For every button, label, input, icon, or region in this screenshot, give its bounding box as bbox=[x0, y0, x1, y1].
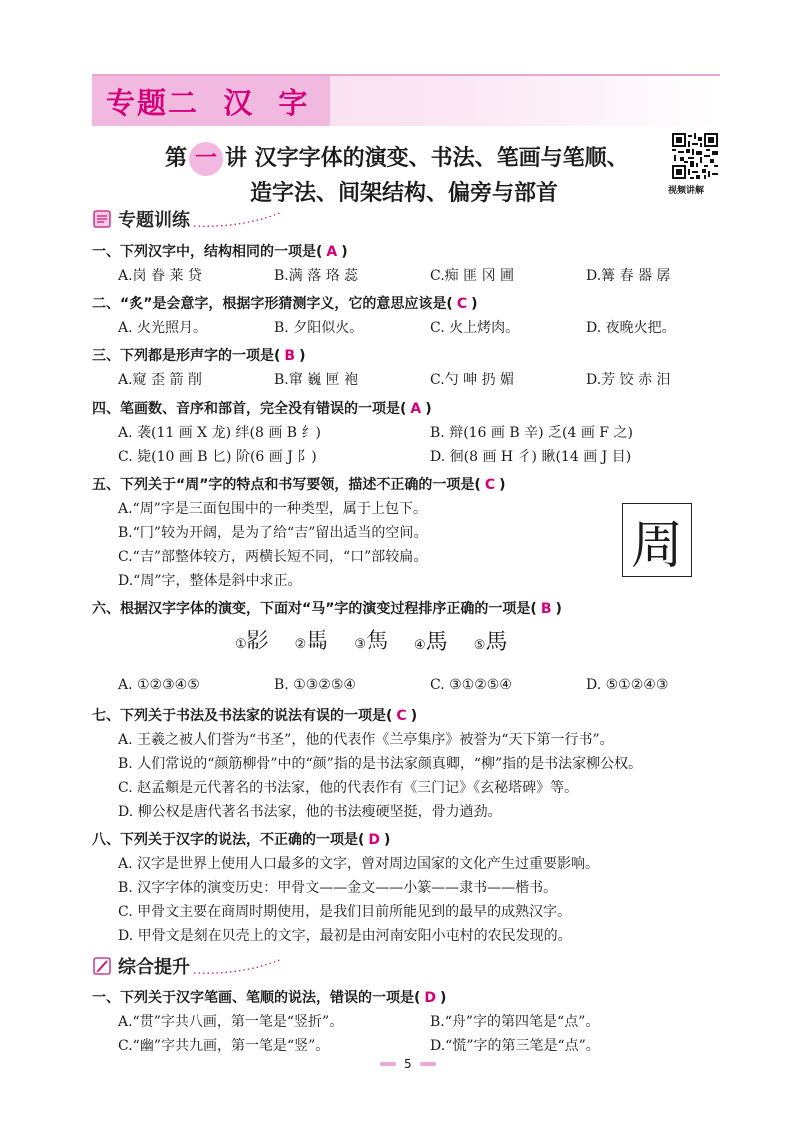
question-close: ) bbox=[425, 401, 432, 417]
ma-form-1 bbox=[235, 627, 269, 654]
form-number: ④ bbox=[414, 638, 426, 653]
ma-form-3 bbox=[354, 627, 388, 654]
option-d: D.芳 饺 赤 汨 bbox=[586, 372, 671, 388]
question-stem: 八、下列关于汉字的说法，不正确的一项是( bbox=[92, 832, 365, 848]
section-training-head bbox=[92, 206, 284, 232]
page-number-value: 5 bbox=[404, 1057, 412, 1071]
form-glyph: 𢒠 bbox=[246, 629, 269, 654]
question-9-options-row2 bbox=[118, 1035, 742, 1055]
form-number: ③ bbox=[354, 637, 366, 652]
question-stem: 七、下列关于书法及书法家的说法有误的一项是( bbox=[92, 708, 393, 724]
qr-code-icon[interactable] bbox=[672, 133, 718, 179]
question-3-options bbox=[118, 369, 742, 389]
question-4 bbox=[92, 398, 432, 418]
ma-form-4 bbox=[414, 625, 448, 656]
section-improve-head bbox=[92, 953, 284, 979]
question-9-options-row1 bbox=[118, 1011, 742, 1031]
form-glyph: 𩡧 bbox=[306, 629, 329, 654]
option-a: A. 袭(11 画 X 龙) 绊(8 画 B 纟) bbox=[118, 425, 321, 441]
question-stem: 四、笔画数、音序和部首，完全没有错误的一项是( bbox=[92, 401, 407, 417]
option-a: A. 王羲之被人们誉为“书圣”，他的代表作《兰亭集序》被誉为“天下第一行书”。 bbox=[118, 732, 614, 748]
ma-evolution-forms bbox=[235, 625, 507, 656]
option-c: C.勺 呻 扔 媚 bbox=[430, 372, 515, 388]
question-stem: 一、下列汉字中，结构相同的一项是( bbox=[92, 244, 323, 260]
option-b: B.“舟”字的第四笔是“点”。 bbox=[430, 1014, 600, 1030]
question-stem: 二、“炙”是会意字，根据字形猜测字义，它的意思应该是( bbox=[92, 296, 453, 312]
option-c: C.“幽”字共九画，第一笔是“竖”。 bbox=[118, 1038, 330, 1054]
option-a: A.岗 眷 莱 贷 bbox=[118, 268, 202, 284]
section-improve-label: 综合提升 bbox=[118, 957, 190, 978]
option-b: B.“冂”较为开阔，是为了给“吉”留出适当的空间。 bbox=[118, 525, 428, 541]
option-b: B. 汉字字体的演变历史：甲骨文——金文——小篆——隶书——楷书。 bbox=[118, 880, 558, 896]
question-4-options-row1 bbox=[118, 422, 742, 442]
question-stem: 一、下列关于汉字笔画、笔顺的说法，错误的一项是( bbox=[92, 990, 421, 1006]
option-a: A. 火光照月。 bbox=[118, 320, 208, 336]
lesson-number: 一 bbox=[189, 142, 223, 176]
option-d: D. 甲骨文是刻在贝壳上的文字，最初是由河南安阳小屯村的农民发现的。 bbox=[118, 928, 572, 944]
form-glyph: 𩡨 bbox=[366, 629, 389, 654]
form-number: ⑤ bbox=[473, 638, 486, 653]
zhou-character: 周 bbox=[630, 515, 683, 576]
answer: B bbox=[284, 348, 296, 364]
option-c: C. 赵孟頫是元代著名的书法家，他的代表作有《三门记》《玄秘塔碑》等。 bbox=[118, 780, 579, 796]
question-2-options bbox=[118, 317, 742, 337]
question-6-options bbox=[118, 677, 742, 693]
question-9 bbox=[92, 987, 446, 1007]
option-c: C.痴 匪 冈 圃 bbox=[430, 268, 515, 284]
option-c: C. 火上烤肉。 bbox=[430, 320, 520, 336]
question-close: ) bbox=[341, 244, 348, 260]
answer: A bbox=[410, 401, 422, 417]
question-2 bbox=[92, 293, 478, 313]
option-d: D.“慌”字的第三笔是“点”。 bbox=[430, 1038, 600, 1054]
dotted-arc-decoration bbox=[194, 956, 284, 976]
question-1-options bbox=[118, 265, 742, 285]
question-stem: 六、根据汉字字体的演变，下面对“马”字的演变过程排序正确的一项是( bbox=[92, 601, 537, 617]
question-3 bbox=[92, 345, 305, 365]
question-7 bbox=[92, 705, 417, 725]
option-a: A.“贯”字共八画，第一笔是“竖折”。 bbox=[118, 1014, 344, 1030]
zhou-character-box bbox=[622, 503, 692, 577]
topic-title: 专题二 汉 字 bbox=[106, 85, 310, 120]
option-b: B. ①③②⑤④ bbox=[274, 677, 356, 693]
question-8 bbox=[92, 829, 390, 849]
question-close: ) bbox=[299, 348, 306, 364]
question-5 bbox=[92, 474, 506, 494]
option-a: A. ①②③④⑤ bbox=[118, 677, 200, 693]
lesson-title: 讲 汉字字体的演变、书法、笔画与笔顺、 bbox=[225, 146, 629, 171]
option-d: D. 柳公权是唐代著名书法家，他的书法瘦硬坚挺，骨力遒劲。 bbox=[118, 804, 502, 820]
page-number-bar-right bbox=[420, 1062, 436, 1066]
question-close: ) bbox=[440, 990, 447, 1006]
question-close: ) bbox=[471, 296, 478, 312]
option-c: C.“吉”部整体较方，两横长短不同，“口”部较扁。 bbox=[118, 549, 428, 565]
option-a: A.“周”字是三面包围中的一种类型，属于上包下。 bbox=[118, 501, 427, 517]
option-d: D.“周”字，整体是斜中求正。 bbox=[118, 573, 302, 589]
option-b: B.满 落 珞 蕊 bbox=[274, 268, 359, 284]
option-c: C. 毙(10 画 B 匕) 阶(6 画 J 阝) bbox=[118, 449, 317, 465]
question-6 bbox=[92, 598, 562, 618]
notebook-icon bbox=[92, 209, 114, 229]
question-close: ) bbox=[555, 601, 562, 617]
option-d: D.篝 春 器 孱 bbox=[586, 268, 671, 284]
form-glyph: 馬 bbox=[425, 630, 448, 655]
form-number: ② bbox=[294, 637, 307, 652]
option-b: B.窜 巍 匣 袍 bbox=[274, 372, 359, 388]
topic-banner bbox=[92, 76, 330, 126]
option-c: C. ③①②⑤④ bbox=[430, 677, 512, 693]
answer: C bbox=[484, 477, 496, 493]
option-d: D. 夜晚火把。 bbox=[586, 320, 676, 336]
question-stem: 三、下列都是形声字的一项是( bbox=[92, 348, 281, 364]
question-4-options-row2 bbox=[118, 446, 742, 466]
option-c: C. 甲骨文主要在商周时期使用，是我们目前所能见到的最早的成熟汉字。 bbox=[118, 904, 572, 920]
ma-form-5 bbox=[474, 625, 508, 656]
question-close: ) bbox=[499, 477, 506, 493]
answer: C bbox=[396, 708, 407, 724]
lesson-title-line1 bbox=[165, 141, 629, 176]
lesson-prefix: 第 bbox=[165, 146, 188, 171]
answer: A bbox=[326, 244, 338, 260]
form-number: ① bbox=[235, 637, 247, 652]
option-a: A. 汉字是世界上使用人口最多的文字，曾对周边国家的文化产生过重要影响。 bbox=[118, 856, 600, 872]
question-1 bbox=[92, 241, 348, 261]
option-b: B. 人们常说的“颜筋柳骨”中的“颜”指的是书法家颜真卿，“柳”指的是书法家柳公权。 bbox=[118, 756, 643, 772]
answer: B bbox=[540, 601, 552, 617]
option-b: B. 夕阳似火。 bbox=[274, 320, 364, 336]
question-close: ) bbox=[410, 708, 418, 724]
section-training-label: 专题训练 bbox=[118, 210, 190, 231]
option-b: B. 辩(16 画 B 辛) 乏(4 画 F 之) bbox=[430, 425, 633, 441]
dotted-arc-decoration bbox=[194, 209, 284, 229]
ma-form-2 bbox=[295, 627, 329, 654]
page-number-bar-left bbox=[380, 1062, 396, 1066]
question-close: ) bbox=[384, 832, 391, 848]
question-stem: 五、下列关于“周”字的特点和书写要领，描述不正确的一项是( bbox=[92, 477, 481, 493]
answer: D bbox=[424, 990, 437, 1006]
pencil-note-icon bbox=[92, 956, 114, 976]
page-number bbox=[380, 1057, 436, 1071]
answer: C bbox=[456, 296, 468, 312]
answer: D bbox=[368, 832, 381, 848]
option-d: D. 徊(8 画 H 彳) 瞅(14 画 J 目) bbox=[430, 449, 632, 465]
form-glyph: 馬 bbox=[485, 630, 508, 655]
option-a: A.窥 歪 箭 削 bbox=[118, 372, 202, 388]
lesson-title-line2: 造字法、间架结构、偏旁与部首 bbox=[250, 181, 559, 206]
qr-caption: 视频讲解 bbox=[668, 186, 705, 196]
option-d: D. ⑤①②④③ bbox=[586, 677, 669, 693]
